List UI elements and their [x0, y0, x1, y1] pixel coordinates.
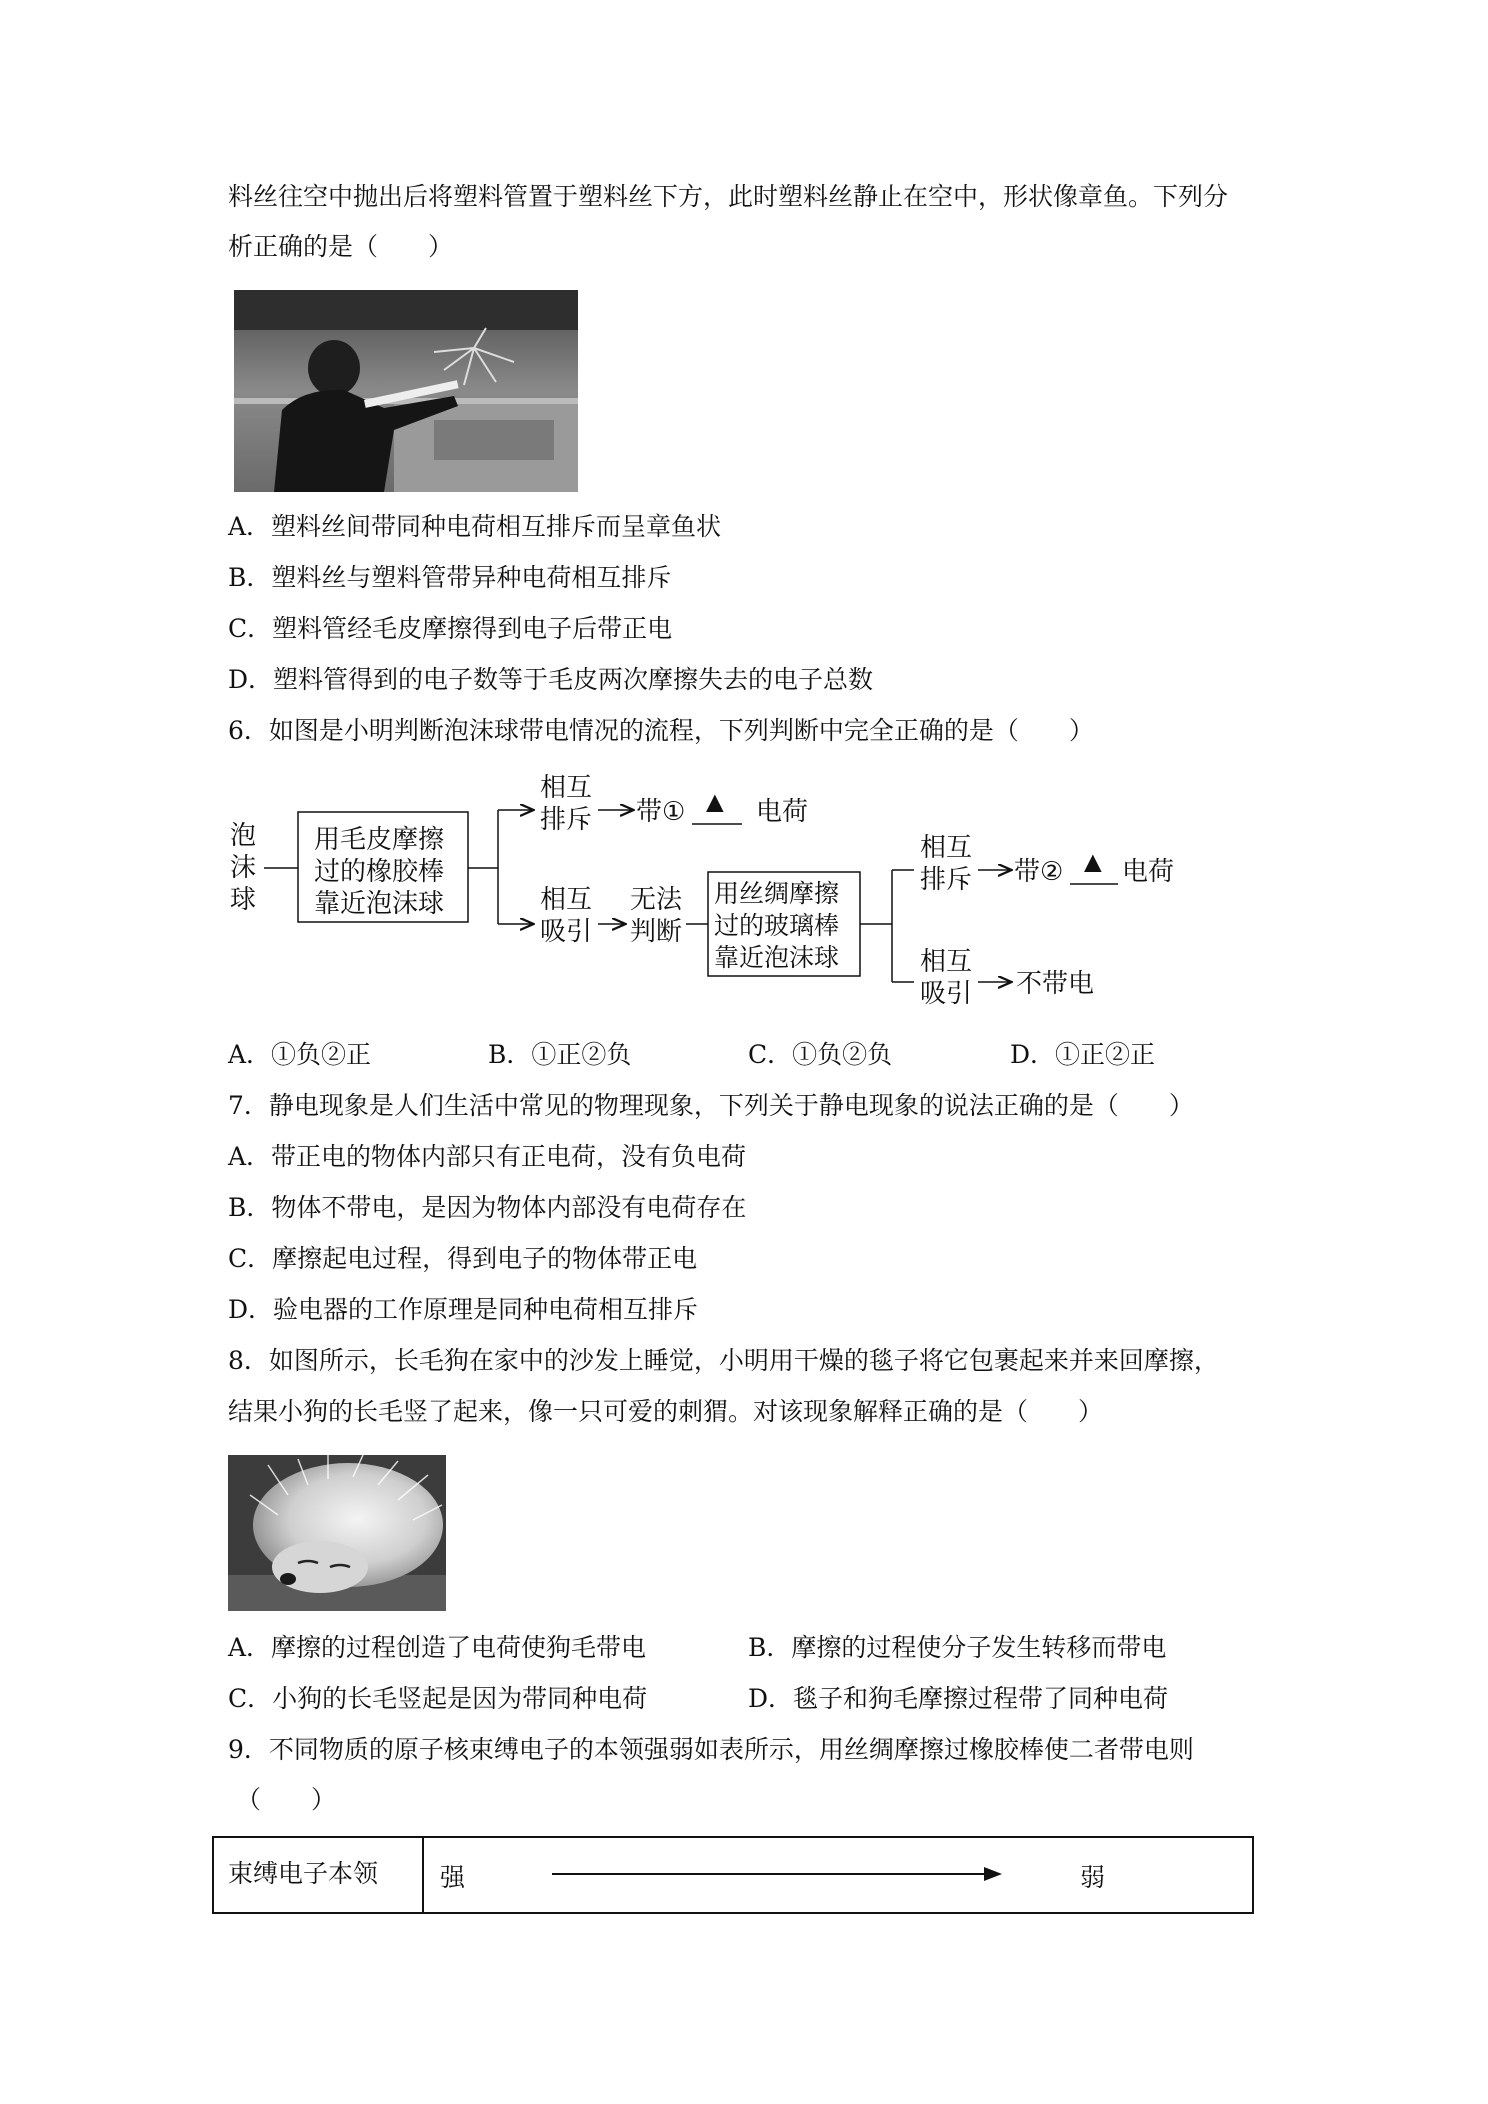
table-strong-label: 强: [440, 1863, 466, 1892]
flow-box2-line2: 过的玻璃棒: [714, 912, 840, 940]
q8-option-d: D．毯子和狗毛摩擦过程带了同种电荷: [748, 1684, 1169, 1713]
flow-attract2-line2: 吸引: [920, 978, 973, 1008]
flow-box1-line3: 靠近泡沫球: [314, 888, 445, 918]
table-weak-label: 弱: [1080, 1863, 1106, 1892]
q5-stem-line1: 料丝往空中抛出后将塑料管置于塑料丝下方，此时塑料丝静止在空中，形状像章鱼。下列分: [228, 182, 1229, 211]
q8-stem-line2: 结果小狗的长毛竖了起来，像一只可爱的刺猬。对该现象解释正确的是（ ）: [228, 1397, 1104, 1426]
flow-attract2-line1: 相互: [920, 946, 973, 976]
flow-repel2-line1: 相互: [920, 832, 973, 862]
flow-start-3: 球: [230, 884, 257, 914]
q6-stem: 6．如图是小明判断泡沫球带电情况的流程，下列判断中完全正确的是（ ）: [228, 716, 1094, 745]
q8-stem-line1: 8．如图所示，长毛狗在家中的沙发上睡觉，小明用干燥的毯子将它包裹起来并来回摩擦，: [228, 1346, 1219, 1375]
q5-photo: [234, 290, 578, 492]
q6-option-b: B．①正②负: [488, 1040, 632, 1069]
q7-option-b: B．物体不带电，是因为物体内部没有电荷存在: [228, 1193, 747, 1222]
q8-option-b: B．摩擦的过程使分子发生转移而带电: [748, 1633, 1167, 1662]
q7-stem: 7．静电现象是人们生活中常见的物理现象，下列关于静电现象的说法正确的是（ ）: [228, 1091, 1194, 1120]
q5-option-a: A．塑料丝间带同种电荷相互排斥而呈章鱼状: [228, 512, 722, 541]
flow-blank1-mark: ▲: [700, 786, 730, 819]
flow-charge1-prefix: 带①: [636, 796, 686, 826]
flow-blank2-mark: ▲: [1078, 846, 1108, 879]
flow-box2-line1: 用丝绸摩擦: [714, 880, 840, 908]
flow-start-2: 沫: [230, 852, 257, 882]
q8-option-a: A．摩擦的过程创造了电荷使狗毛带电: [228, 1633, 647, 1662]
q9-stem-line1: 9．不同物质的原子核束缚电子的本领强弱如表所示，用丝绸摩擦过橡胶棒使二者带电则: [228, 1735, 1194, 1764]
q6-option-c: C．①负②负: [748, 1040, 893, 1069]
q7-option-d: D．验电器的工作原理是同种电荷相互排斥: [228, 1295, 699, 1324]
flow-neutral: 不带电: [1016, 968, 1095, 998]
flow-box2-line3: 靠近泡沫球: [714, 944, 840, 972]
q9-stem-line2: （ ）: [236, 1785, 337, 1814]
q6-option-d: D．①正②正: [1010, 1040, 1156, 1069]
q7-option-c: C．摩擦起电过程，得到电子的物体带正电: [228, 1244, 698, 1273]
q7-option-a: A．带正电的物体内部只有正电荷，没有负电荷: [228, 1142, 747, 1171]
flow-repel1-line2: 排斥: [540, 804, 593, 834]
flow-charge2-suffix: 电荷: [1122, 856, 1175, 886]
flow-charge2-prefix: 带②: [1014, 856, 1064, 886]
flow-box1-line2: 过的橡胶棒: [314, 856, 445, 886]
flow-repel1-line1: 相互: [540, 772, 593, 802]
flow-start-1: 泡: [230, 820, 257, 850]
q5-option-d: D．塑料管得到的电子数等于毛皮两次摩擦失去的电子总数: [228, 665, 874, 694]
table-label-cell: 束缚电子本领: [214, 1838, 424, 1912]
strong-to-weak-arrow: [552, 1864, 1012, 1884]
flow-unknown-line1: 无法: [630, 884, 683, 914]
q6-flowchart: [220, 768, 1220, 1038]
q6-option-a: A．①负②正: [228, 1040, 372, 1069]
q5-option-c: C．塑料管经毛皮摩擦得到电子后带正电: [228, 614, 673, 643]
q5-option-b: B．塑料丝与塑料管带异种电荷相互排斥: [228, 563, 672, 592]
flow-attract1-line1: 相互: [540, 884, 593, 914]
flow-attract1-line2: 吸引: [540, 916, 593, 946]
q9-binding-table: [212, 1836, 1254, 1914]
flow-repel2-line2: 排斥: [920, 864, 973, 894]
flow-box1-line1: 用毛皮摩擦: [314, 824, 445, 854]
q8-option-c: C．小狗的长毛竖起是因为带同种电荷: [228, 1684, 648, 1713]
q5-stem-line2: 析正确的是（ ）: [228, 232, 454, 261]
q8-photo: [228, 1455, 446, 1611]
flow-unknown-line2: 判断: [630, 916, 683, 946]
flow-charge1-suffix: 电荷: [756, 796, 809, 826]
